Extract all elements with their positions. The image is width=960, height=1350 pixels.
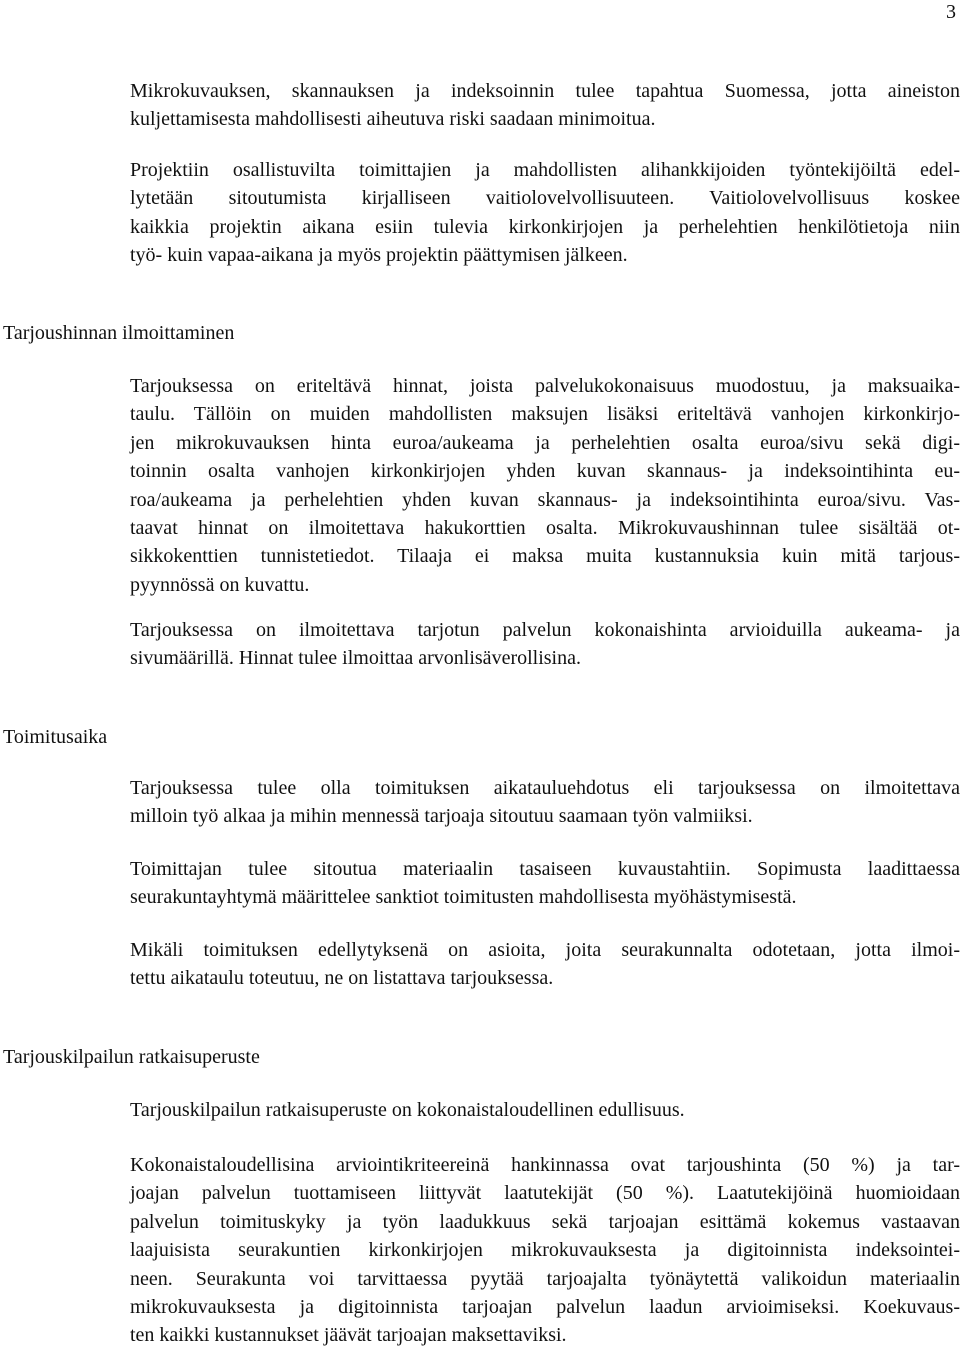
text-line: toinnin osalta vanhojen kirkonkirjojen yhden kuvan skannaus- ja indeksointihinta eu-	[130, 460, 960, 483]
text-line: palvelun toimituskyky ja työn laadukkuus sekä tarjoajan esittämä kokemus vastaavan	[130, 1210, 960, 1233]
text-line: Mikäli toimituksen edellytyksenä on asioita, joita seurakunnalta odotetaan, jotta ilmoi-	[130, 939, 960, 961]
text-line: työ- kuin vapaa-aikana ja myös projektin päättymisen jälkeen.	[130, 244, 628, 267]
intro-paragraph-2	[130, 156, 960, 270]
text-line: Tarjouskilpailun ratkaisuperuste on kokonaistaloudellinen edullisuus.	[130, 1099, 685, 1121]
text-line: joajan palvelun tuottamiseen liittyvät laatutekijät (50 %). Laatutekijöinä huomioidaan	[130, 1182, 960, 1205]
text-line: roa/aukeama ja perhelehtien yhden kuvan skannaus- ja indeksointihinta euroa/sivu. Vas-	[130, 488, 960, 511]
text-line: tettu aikataulu toteutuu, ne on listattava tarjouksessa.	[130, 967, 554, 990]
page-number: 3	[946, 1, 956, 23]
text-line: mikrokuvauksesta ja digitoinnista tarjoajan palvelun laadun arvioimiseksi. Koekuvaus-	[130, 1296, 960, 1319]
delivery-paragraph-3	[130, 936, 960, 993]
text-line: jen mikrokuvauksen hinta euroa/aukeama ja perhelehtien osalta euroa/sivu sekä digi-	[130, 431, 960, 454]
text-line: Mikrokuvauksen, skannauksen ja indeksoinnin tulee tapahtua Suomessa, jotta aineiston	[130, 80, 960, 102]
delivery-paragraph-2	[130, 855, 960, 912]
text-line: neen. Seurakunta voi tarvittaessa pyytää tarjoajalta työnäytettä valikoidun materiaalin	[130, 1267, 960, 1290]
intro-paragraph-1	[130, 77, 960, 134]
criteria-paragraph-2	[130, 1151, 960, 1350]
text-line: lytetään sitoutumista kirjalliseen vaitiolovelvollisuuteen. Vaitiolovelvollisuus koskee	[130, 187, 960, 210]
text-line: taulu. Tällöin on muiden mahdollisten maksujen lisäksi eriteltävä vanhojen kirkonkirjo-	[130, 403, 960, 426]
text-line: Kokonaistaloudellisina arviointikriteereinä hankinnassa ovat tarjoushinta (50 %) ja tar-	[130, 1154, 960, 1176]
text-line: kuljettamisesta mahdollisesti aiheutuva riski saadaan minimoitua.	[130, 108, 656, 131]
text-line: ten kaikki kustannukset jäävät tarjoajan maksettaviksi.	[130, 1324, 567, 1347]
heading-tarjoushinnan-ilmoittaminen: Tarjoushinnan ilmoittaminen	[3, 322, 235, 344]
text-line: Tarjouksessa tulee olla toimituksen aikatauluehdotus eli tarjouksessa on ilmoitettava	[130, 777, 960, 799]
text-line: Tarjouksessa on eriteltävä hinnat, joista palvelukokonaisuus muodostuu, ja maksuaika-	[130, 375, 960, 397]
criteria-paragraph-1	[130, 1096, 960, 1124]
text-line: sikkokenttien tunnistetiedot. Tilaaja ei maksa muita kustannuksia kuin mitä tarjous-	[130, 545, 960, 568]
text-line: sivumäärillä. Hinnat tulee ilmoittaa arvonlisäverollisina.	[130, 647, 581, 670]
pricing-paragraph-1	[130, 372, 960, 599]
text-line: kaikkia projektin aikana esiin tulevia kirkonkirjojen ja perhelehtien henkilötietoja niin	[130, 215, 960, 238]
pricing-paragraph-2	[130, 616, 960, 673]
text-line: Tarjouksessa on ilmoitettava tarjotun palvelun kokonaishinta arvioiduilla aukeama- ja	[130, 619, 960, 641]
text-line: Projektiin osallistuvilta toimittajien ja mahdollisten alihankkijoiden työntekijöiltä edel-	[130, 159, 960, 181]
text-line: milloin työ alkaa ja mihin mennessä tarjoaja sitoutuu saamaan työn valmiiksi.	[130, 805, 753, 828]
delivery-paragraph-1	[130, 774, 960, 831]
text-line: laajuisista seurakuntien kirkonkirjojen mikrokuvauksesta ja digitoinnista indeksointei-	[130, 1239, 960, 1262]
heading-toimitusaika: Toimitusaika	[3, 726, 108, 748]
heading-tarjouskilpailun-ratkaisuperuste: Tarjouskilpailun ratkaisuperuste	[3, 1046, 260, 1068]
text-line: seurakuntayhtymä määrittelee sanktiot toimitusten mahdollisesta myöhästymisestä.	[130, 886, 797, 909]
text-line: Toimittajan tulee sitoutua materiaalin tasaiseen kuvaustahtiin. Sopimusta laadittaessa	[130, 858, 960, 880]
text-line: taavat hinnat on ilmoitettava hakukorttien osalta. Mikrokuvaushinnan tulee sisältää ot-	[130, 517, 960, 540]
text-line: pyynnössä on kuvattu.	[130, 573, 310, 596]
